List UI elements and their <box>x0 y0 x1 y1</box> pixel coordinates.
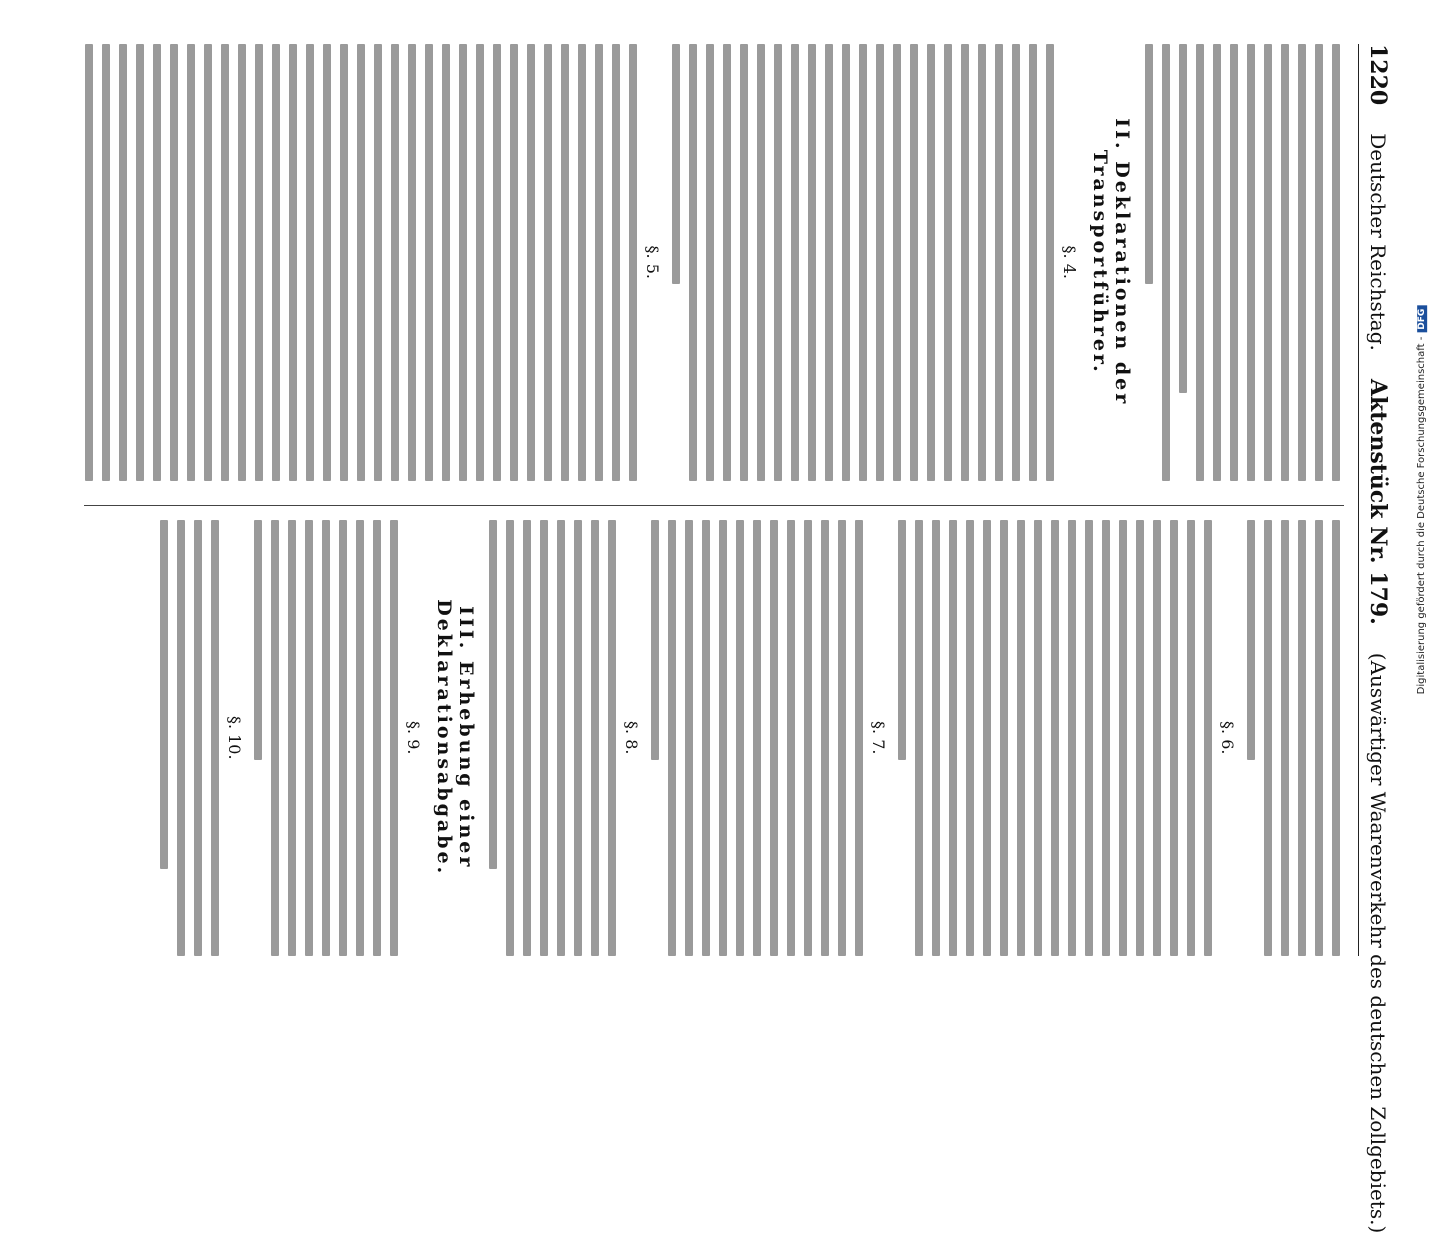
unread-text-block <box>489 520 616 957</box>
paragraph-heading-7: §. 7. <box>869 721 888 755</box>
unread-text-block <box>1247 520 1340 957</box>
unread-text-block <box>651 520 863 957</box>
digitization-note: Digitalisierung gefördert durch die Deutsche Forschungsgemeinschaft - <box>1416 336 1428 695</box>
unread-text-block <box>160 520 219 957</box>
page-number: 1220 <box>1365 44 1391 106</box>
rotated-page-content <box>31 20 1401 1233</box>
unread-text-block <box>84 44 637 481</box>
paragraph-heading-6: §. 6. <box>1218 721 1237 755</box>
paragraph-heading-4: §. 4. <box>1060 245 1079 279</box>
unread-text-block <box>254 520 398 957</box>
text-columns <box>84 44 1344 956</box>
paragraph-heading-5: §. 5. <box>643 245 662 279</box>
paragraph-heading-10: §. 10. <box>225 715 244 760</box>
document-title: (Auswärtiger Waarenverkehr des deutschen Zollgebiets.) <box>1366 652 1390 1233</box>
right-column <box>84 505 1344 957</box>
dfg-logo: DFG <box>1418 306 1428 333</box>
unread-text-block <box>898 520 1212 957</box>
paragraph-heading-9: §. 9. <box>404 721 423 755</box>
running-header <box>1358 44 1391 1233</box>
digitization-stamp <box>1417 306 1428 695</box>
section-heading-III: III. Erhebung einer Deklarationsabgabe. <box>433 599 477 877</box>
publication-name: Deutscher Reichstag. <box>1366 133 1390 351</box>
document-number: Aktenstück Nr. 179. <box>1365 378 1391 625</box>
section-heading-II: II. Deklarationen der Transportführer. <box>1089 118 1133 407</box>
paragraph-heading-8: §. 8. <box>622 721 641 755</box>
left-column <box>84 44 1344 481</box>
unread-text-block <box>1145 44 1340 481</box>
unread-text-block <box>672 44 1054 481</box>
